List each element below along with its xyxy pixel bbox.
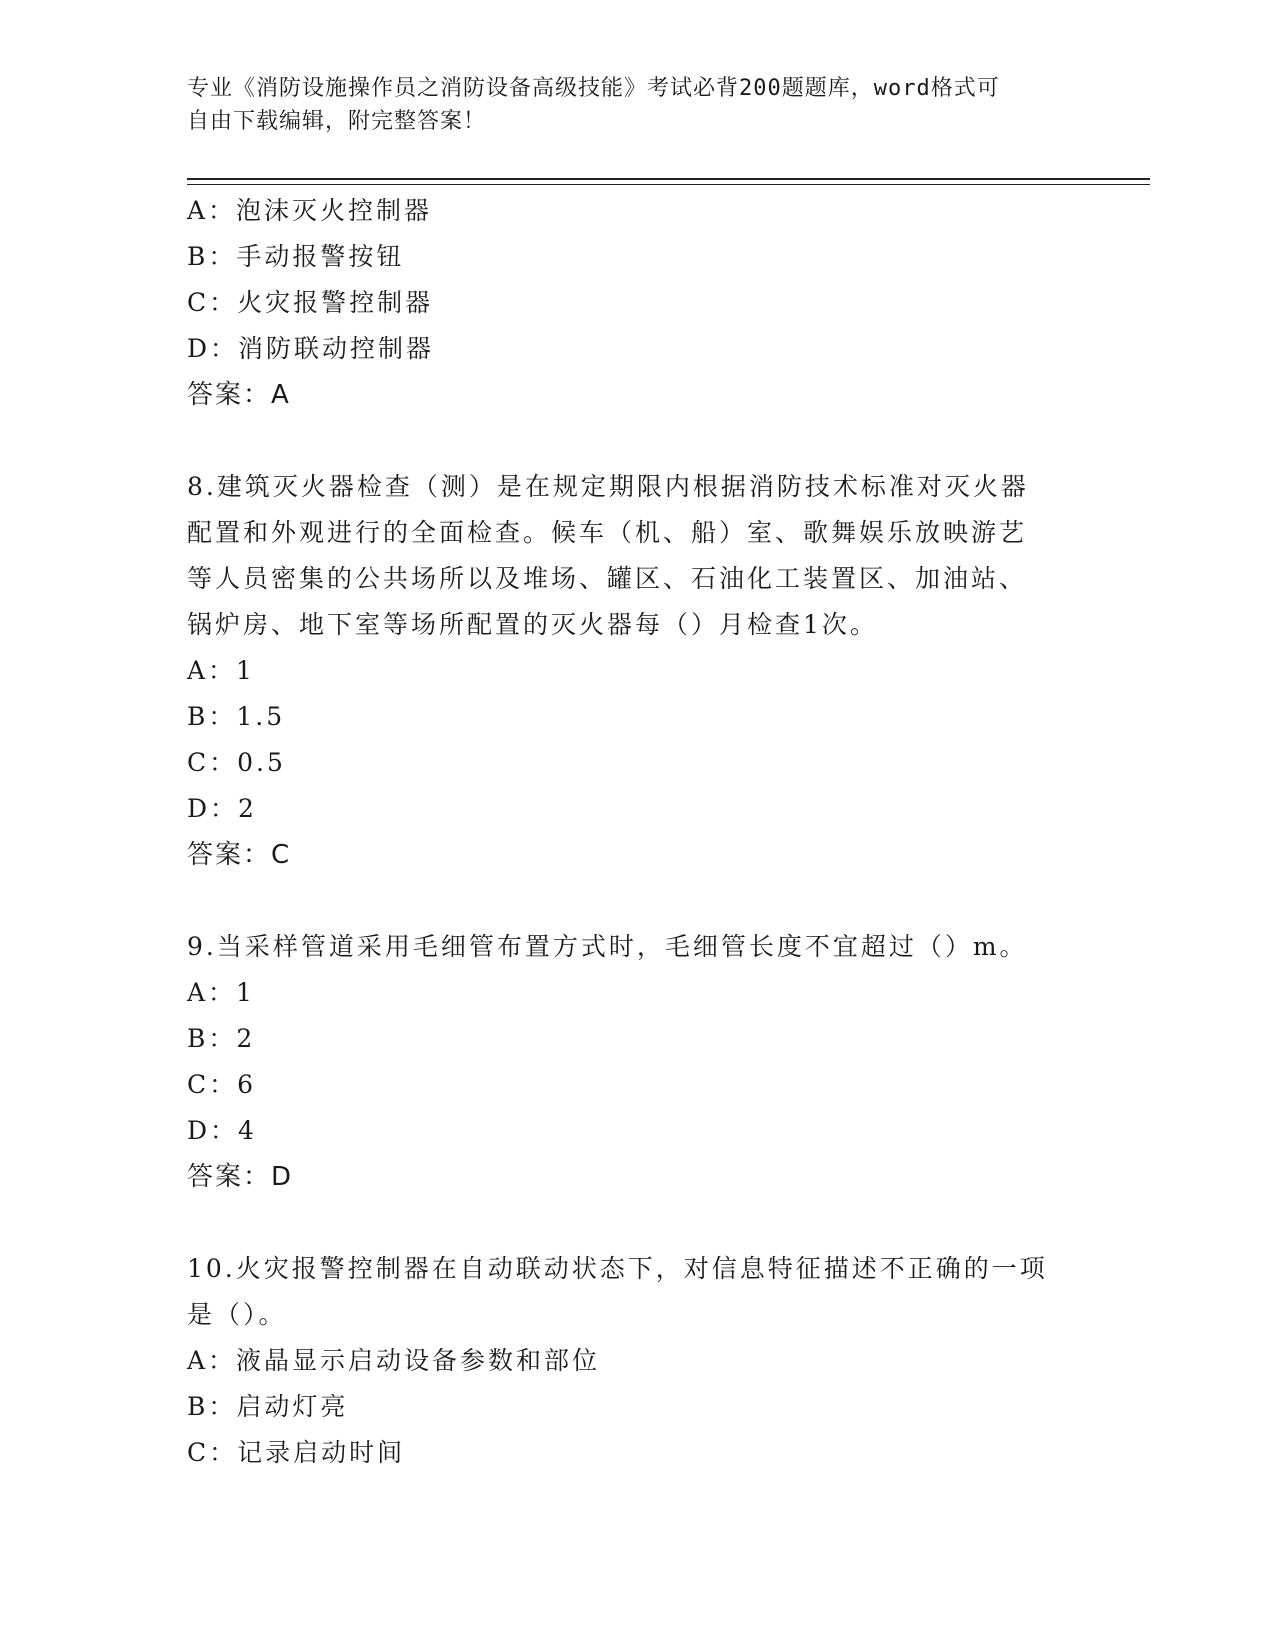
question-9-text xyxy=(187,924,1067,970)
question-line: 锅炉房、地下室等场所配置的灭火器每（）月检查1次。 xyxy=(187,610,878,639)
option-d: D：2 xyxy=(187,794,257,823)
option-c: C：记录启动时间 xyxy=(187,1438,406,1467)
question-line: 9.当采样管道采用毛细管布置方式时，毛细管长度不宜超过（）m。 xyxy=(187,932,1028,961)
option-a: A：1 xyxy=(187,656,255,685)
question-9-options xyxy=(187,970,1087,1200)
header-line-1: 专业《消防设施操作员之消防设备高级技能》考试必背200题题库，word格式可 xyxy=(187,76,1000,101)
option-b: B：2 xyxy=(187,1024,256,1053)
option-a: A：泡沫灭火控制器 xyxy=(187,196,433,225)
option-b: B：启动灯亮 xyxy=(187,1392,349,1421)
option-c: C：6 xyxy=(187,1070,257,1099)
question-10-text xyxy=(187,1246,1067,1338)
question-line: 8.建筑灭火器检查（测）是在规定期限内根据消防技术标准对灭火器 xyxy=(187,472,1029,501)
question-8-text xyxy=(187,464,1067,648)
header-divider-thin xyxy=(187,184,1150,185)
option-d: D：4 xyxy=(187,1116,257,1145)
option-c: C：火灾报警控制器 xyxy=(187,288,434,317)
question-10-options xyxy=(187,1338,1087,1476)
question-line: 是（）。 xyxy=(187,1300,287,1329)
option-c: C：0.5 xyxy=(187,748,286,777)
header-divider-thick xyxy=(187,178,1150,180)
question-7-options xyxy=(187,188,1087,418)
question-line: 等人员密集的公共场所以及堆场、罐区、石油化工装置区、加油站、 xyxy=(187,564,1028,593)
answer: 答案：A xyxy=(187,380,291,410)
question-content xyxy=(187,188,1087,1476)
answer: 答案：D xyxy=(187,1162,294,1192)
option-a: A：液晶显示启动设备参数和部位 xyxy=(187,1346,601,1375)
option-d: D：消防联动控制器 xyxy=(187,334,435,363)
answer: 答案：C xyxy=(187,840,292,870)
option-b: B：手动报警按钮 xyxy=(187,242,405,271)
header-line-2: 自由下载编辑，附完整答案！ xyxy=(187,109,487,134)
option-b: B：1.5 xyxy=(187,702,286,731)
question-line: 配置和外观进行的全面检查。候车（机、船）室、歌舞娱乐放映游艺 xyxy=(187,518,1028,547)
document-header xyxy=(187,72,1067,138)
option-a: A：1 xyxy=(187,978,255,1007)
question-line: 10.火灾报警控制器在自动联动状态下，对信息特征描述不正确的一项 xyxy=(187,1254,1048,1283)
question-8-options xyxy=(187,648,1087,878)
